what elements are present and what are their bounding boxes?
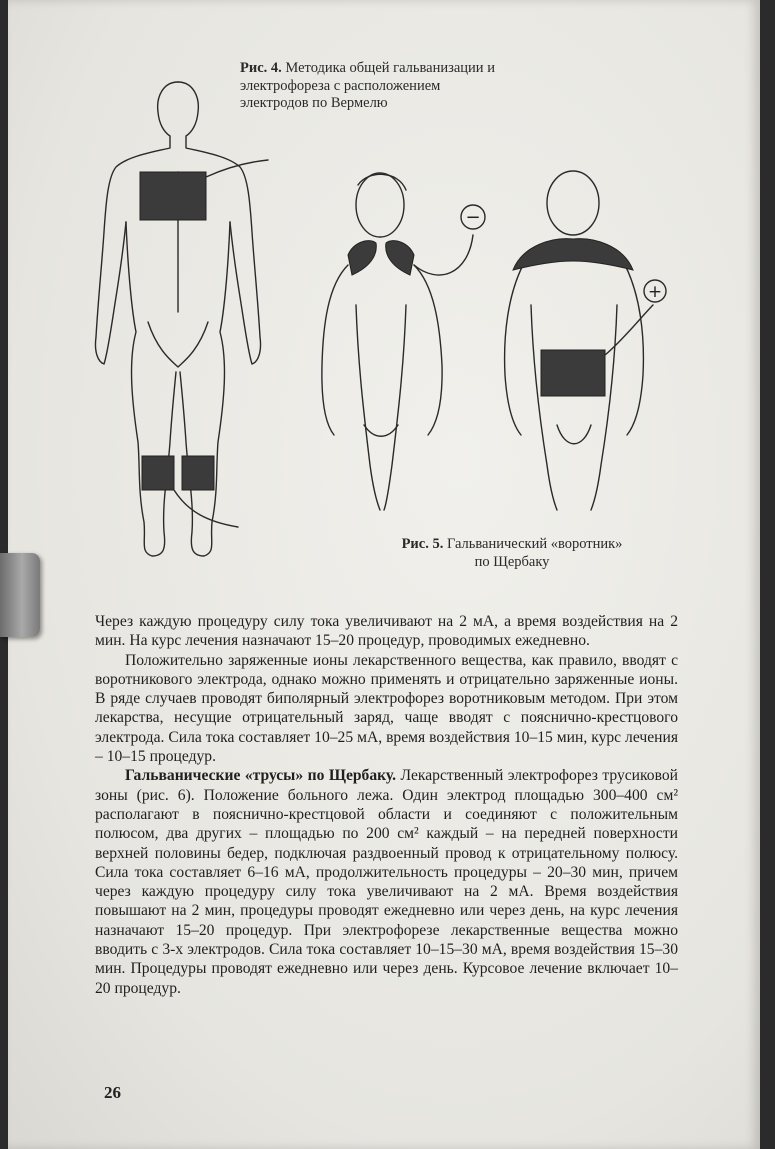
negative-terminal-symbol: − <box>465 207 481 228</box>
figure-5-caption-line-1: Гальванический «воротник» <box>443 536 623 552</box>
right-collar-electrode <box>386 241 414 275</box>
left-collar-electrode <box>348 241 376 275</box>
figure-4-illustration <box>78 72 278 572</box>
paragraph-3-title: Гальванические «трусы» по Щербаку. <box>125 767 397 785</box>
figure-5-caption <box>362 536 662 571</box>
book-page <box>8 0 760 1149</box>
shoulder-electrode-pad <box>140 172 206 220</box>
binder-clip <box>0 553 40 637</box>
figure-4-caption <box>240 60 510 113</box>
body-text <box>95 612 678 998</box>
figure-5-label: Рис. 5. <box>401 536 444 552</box>
left-calf-electrode-pad <box>142 456 174 490</box>
lumbar-electrode-pad <box>541 350 605 396</box>
right-calf-electrode-pad <box>182 456 214 490</box>
figure-5-front-illustration <box>308 165 498 515</box>
back-collar-electrode <box>513 239 633 270</box>
figure-4-caption-text: Методика общей гальванизации и электрофореза с расположением электродов по Вермелю <box>240 60 495 111</box>
figure-5-caption-line-2: по Щербаку <box>474 553 550 570</box>
page-number: 26 <box>104 1083 121 1102</box>
figure-5-back-illustration <box>493 165 673 515</box>
paragraph-3-text: Лекарственный электрофорез трусиковой зоны (рис. 6). Положение больного лежа. Один электрод площадью 300–400 см² располагают в пояснично-крестцовой области и соединяют с положительным полюсом, два других – площадью по 200 см² каждый – на передней поверхности верхней половины бедер, подключая раздвоенный провод к отрицательному полюсу. Сила тока составляет 6–16 мА, продолжительность процедуры – 20–30 мин, причем через каждую процедуру силу тока увеличивают на 2 мА. Время воздействия повышают на 2 мин, процедуры проводят ежедневно или через день, на курс лечения назначают 15–20 процедур. При электрофорезе лекарственные вещества можно вводить с 3-х электродов. Сила тока составляет 10–15–30 мА, время воздействия 15–30 мин. Процедуры проводят ежедневно или через день. Курсовое лечение включает 10–20 процедур. <box>95 767 678 997</box>
paragraph-2: Положительно заряженные ионы лекарственного вещества, как правило, вводят с воротникового электрода, однако можно применять и отрицательно заряженные ионы. В ряде случаев проводят биполярный электрофорез воротниковым методом. При этом лекарства, несущие отрицательный заряд, чаще вводят с пояснично-крестцового электрода. Сила тока составляет 10–25 мА, время воздействия 10–15 мин, курс лечения – 10–15 процедур. <box>95 651 678 766</box>
figure-4-label: Рис. 4. <box>240 60 282 76</box>
paragraph-1: Через каждую процедуру силу тока увеличивают на 2 мА, а время воздействия на 2 мин. На курс лечения назначают 15–20 процедур, проводимых ежедневно. <box>95 613 678 650</box>
paragraph-3 <box>95 766 678 998</box>
positive-terminal-symbol: + <box>647 282 663 302</box>
